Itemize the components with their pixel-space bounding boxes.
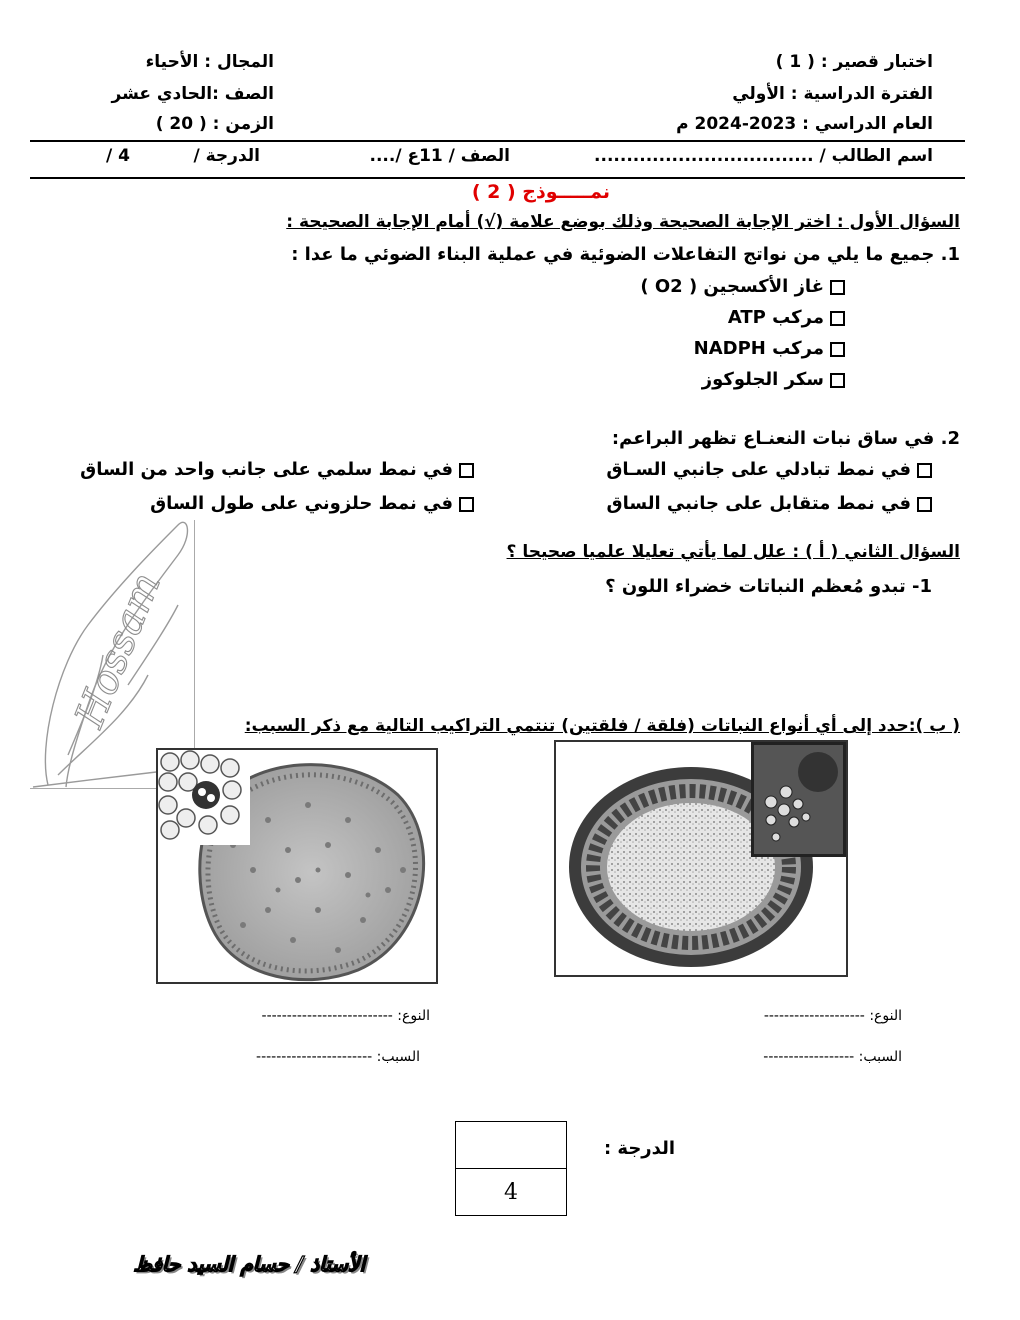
left-figure-reason-line[interactable]: السبب: ----------------------- — [256, 1049, 420, 1065]
q1-item1-text: جميع ما يلي من نواتج التفاعلات الضوئية في عملية البناء الضوئي ما عدا : — [291, 244, 935, 265]
q2-item1: 1- تبدو مُعظم النباتات خضراء اللون ؟ — [605, 576, 932, 597]
header-divider-top — [30, 140, 965, 142]
q1-title: السؤال الأول : اختر الإجابة الصحيحة وذلك بوضع علامة (√) أمام الإجابة الصحيحة : — [286, 212, 960, 232]
checkbox-icon[interactable] — [830, 280, 845, 295]
checkbox-icon[interactable] — [917, 497, 932, 512]
quiz-number: اختبار قصير : ( 1 ) — [775, 52, 933, 72]
q2-option-ladder[interactable]: في نمط سلمي على جانب واحد من الساق — [80, 459, 474, 480]
q1-option-glucose[interactable]: سكر الجلوكوز — [702, 369, 845, 390]
score-label: الدرجة / — [193, 146, 260, 166]
q1-item2-text: في ساق نبات النعنـاع تظهر البراعم: — [611, 428, 935, 449]
academic-year: العام الدراسي : 2023-2024 م — [676, 114, 933, 134]
subject-field: المجال : الأحياء — [145, 52, 274, 72]
q1-option-oxygen[interactable]: غاز الأكسجين ( O2 ) — [640, 276, 845, 297]
q1-item1 — [291, 244, 960, 265]
q1-item1-number: 1. — [940, 244, 960, 265]
model-title: نمـــــوذج ( 2 ) — [471, 181, 610, 203]
q2-option-alternate[interactable]: في نمط تبادلي على جانبي السـاق — [606, 459, 932, 480]
right-figure-type-line[interactable]: النوع: -------------------- — [763, 1008, 902, 1024]
grade-box-label: الدرجة : — [603, 1138, 675, 1159]
checkbox-icon[interactable] — [917, 463, 932, 478]
q2-part-b-title: ( ب ):حدد إلى أي أنواع النباتات (فلقة / فلقتين) تنتمي التراكيب التالية مع ذكر السبب: — [244, 716, 960, 736]
q1-item2 — [612, 428, 960, 449]
q1-option-nadph[interactable]: مركب NADPH — [694, 338, 845, 359]
grade-box — [455, 1121, 567, 1216]
q2-option-spiral[interactable]: في نمط حلزوني على طول الساق — [150, 493, 474, 514]
checkbox-icon[interactable] — [830, 342, 845, 357]
dicot-stem-image — [556, 742, 846, 975]
right-figure-reason-line[interactable]: السبب: ------------------ — [763, 1049, 902, 1065]
q2-title: السؤال الثاني ( أ ) : علل لما يأتي تعليلا علميا صحيحا ؟ — [506, 542, 960, 562]
q2-option-opposite[interactable]: في نمط متقابل على جانبي الساق — [607, 493, 932, 514]
monocot-stem-figure — [156, 748, 438, 984]
grade-level: الصف :الحادي عشر — [111, 84, 274, 104]
header-divider-bottom — [30, 177, 965, 179]
student-name-field[interactable]: اسم الطالب / .................................. — [594, 146, 933, 166]
teacher-signature: الأستاذ / حسام السيد حافظ — [133, 1252, 365, 1276]
term: الفترة الدراسية : الأولي — [732, 84, 933, 104]
class-field[interactable]: الصف / 11ع /.... — [369, 146, 510, 166]
watermark-text: Hossam — [66, 566, 170, 734]
left-figure-type-line[interactable]: النوع: -------------------------- — [261, 1008, 430, 1024]
q1-option-atp[interactable]: مركب ATP — [728, 307, 845, 328]
checkbox-icon[interactable] — [830, 311, 845, 326]
dicot-stem-figure — [554, 740, 848, 977]
grade-box-empty-cell[interactable] — [456, 1122, 567, 1169]
monocot-stem-image — [158, 750, 436, 982]
time-limit: الزمن : ( 20 ) — [155, 114, 274, 134]
q1-item2-number: 2. — [940, 428, 960, 449]
checkbox-icon[interactable] — [459, 497, 474, 512]
grade-box-value: 4 — [456, 1169, 567, 1216]
checkbox-icon[interactable] — [830, 373, 845, 388]
score-max: 4 / — [106, 146, 130, 166]
checkbox-icon[interactable] — [459, 463, 474, 478]
